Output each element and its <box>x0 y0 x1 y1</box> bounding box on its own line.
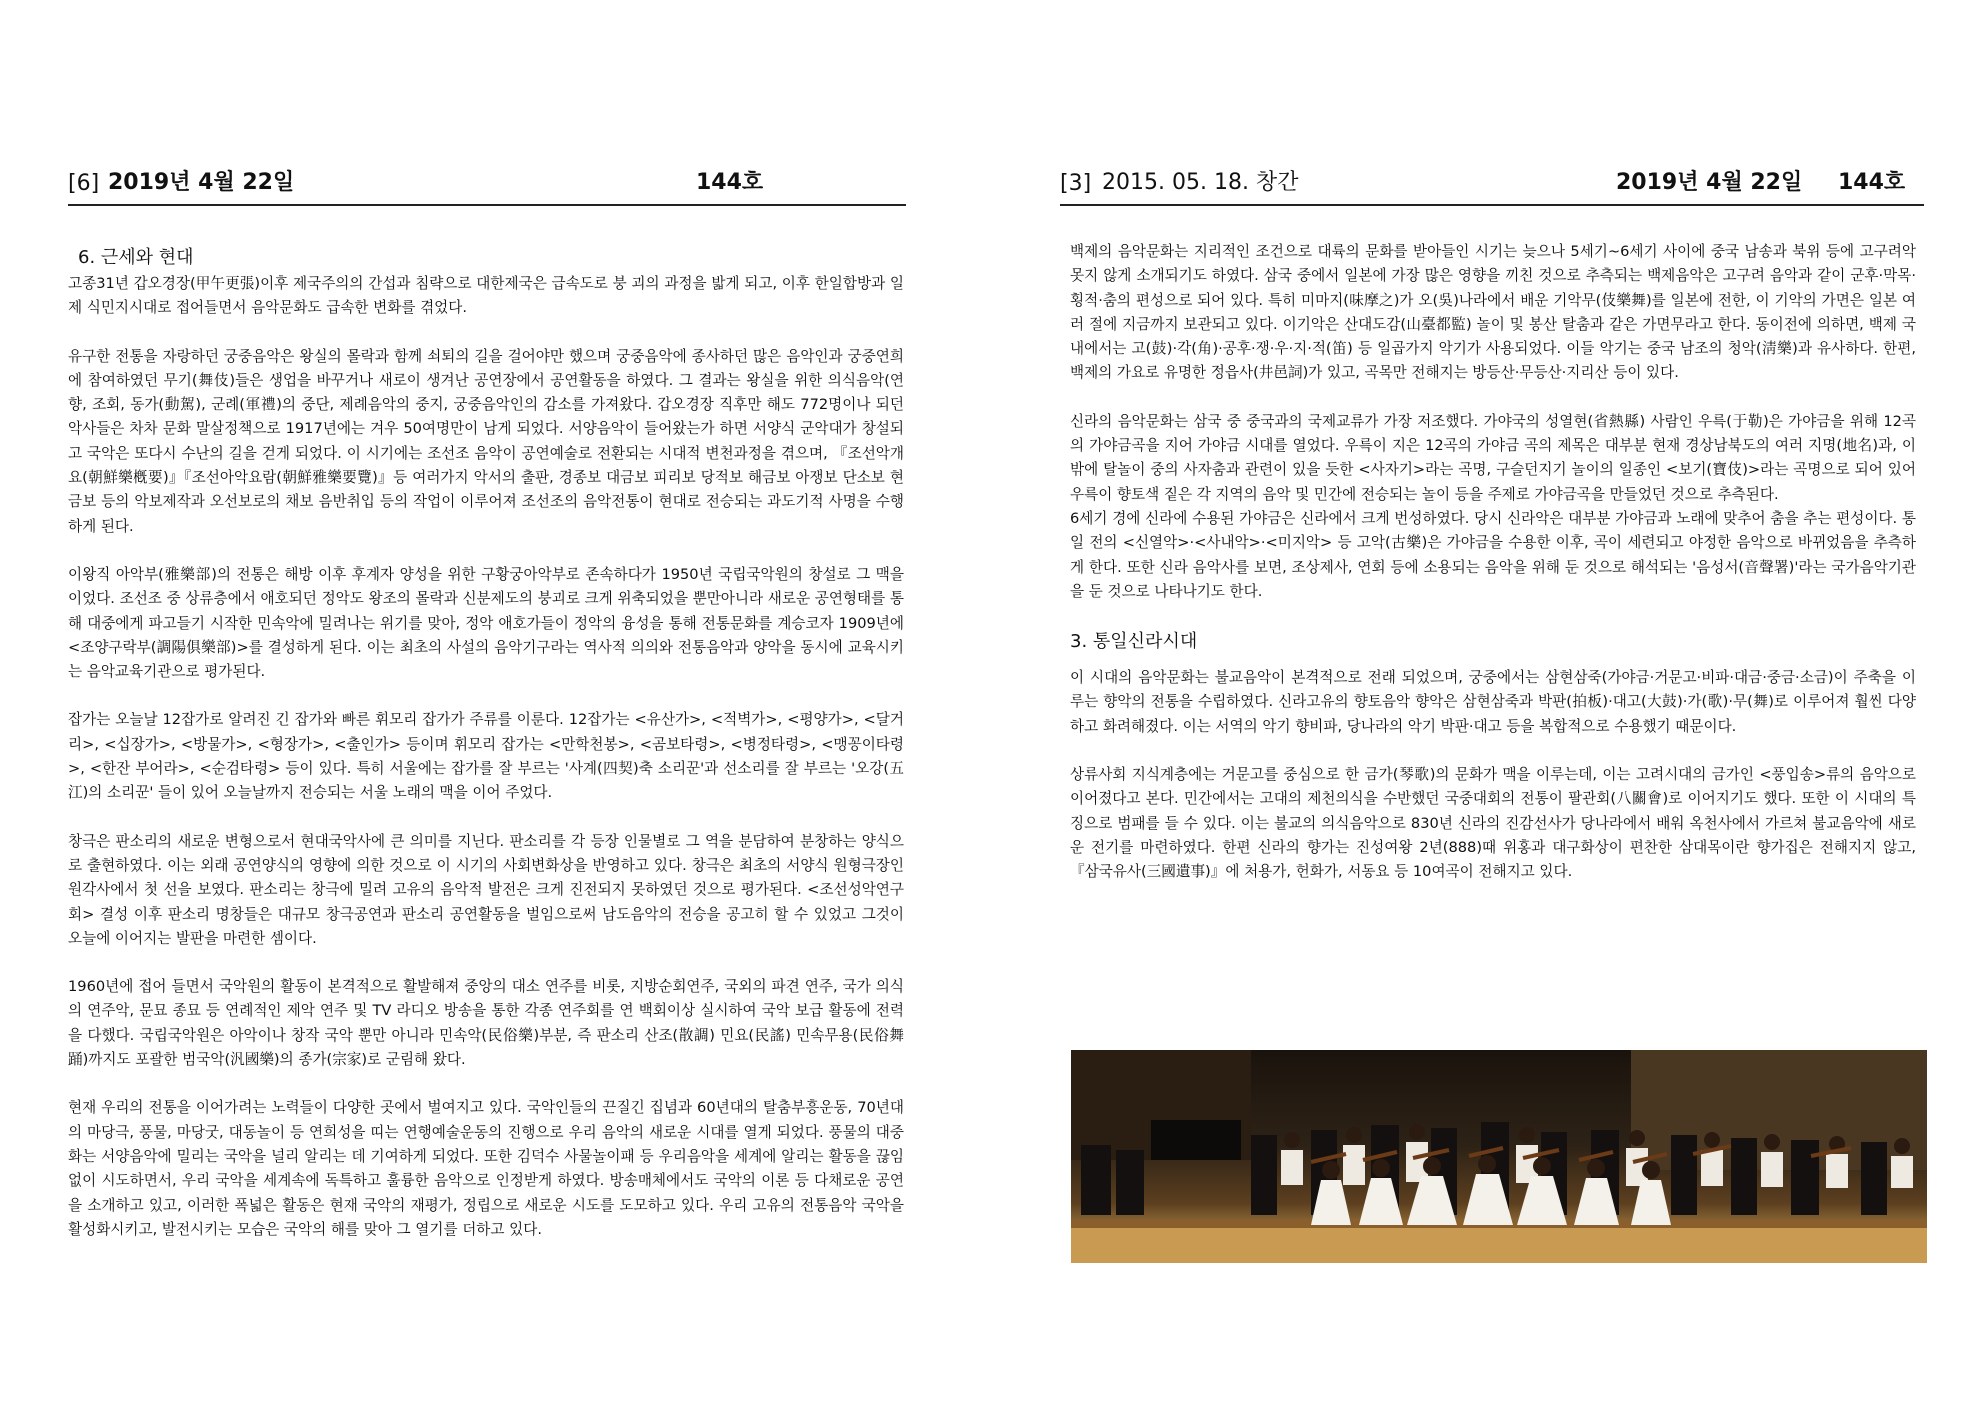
article-paragraph: 고종31년 갑오경장(甲午更張)이후 제국주의의 간섭과 침략으로 대한제국은 급속도로 붕 괴의 과정을 밟게 되고, 이후 한일합방과 일제 식민지시대로 접어들면서 음악문화도 급속한 변화를 겪었다. <box>68 275 904 317</box>
left-page-header <box>68 166 906 206</box>
issue-number: 144호 <box>1838 170 1906 195</box>
article-paragraph: 이 시대의 음악문화는 불교음악이 본격적으로 전래 되었으며, 궁중에서는 삼현삼죽(가야금·거문고·비파·대금·중금·소금)이 주축을 이루는 향악의 전통을 수립하였다. 신라고유의 향토음악 향악은 삼현삼죽과 박판(拍板)·대고(大鼓)·가(歌)·무(舞)로 이루어져 훨씬 다양하고 화려해졌다. 이는 서역의 악기 향비파, 당나라의 악기 박판·대고 등을 복합적으로 수용했기 때문이다. <box>1070 669 1916 735</box>
issue-number: 144호 <box>696 170 764 195</box>
section-title: 6. 근세와 현대 <box>78 247 194 268</box>
article-paragraph: 1960년에 접어 들면서 국악원의 활동이 본격적으로 활발해져 중앙의 대소 연주를 비롯, 지방순회연주, 국외의 파견 연주, 국가 의식의 연주악, 문묘 종묘 등 연례적인 제악 연주 및 TV 라디오 방송을 통한 각종 연주회를 연 백회이상 실시하여 국악 보급 활동에 전력을 다했다. 국립국악원은 아악이나 창작 국악 뿐만 아니라 민속악(民俗樂)부분, 즉 판소리 산조(散調) 민요(民謠) 민속무용(民俗舞踊)까지도 포괄한 범국악(汎國樂)의 종가(宗家)로 군림해 왔다. <box>68 978 904 1069</box>
article-paragraph: 상류사회 지식계층에는 거문고를 중심으로 한 금가(琴歌)의 문화가 맥을 이루는데, 이는 고려시대의 금가인 <풍입송>류의 음악으로 이어졌다고 본다. 민간에서는 고대의 제천의식을 수반했던 국중대회의 전통이 팔관회(八關會)로 이어지기도 했다. 또한 이 시대의 특징으로 범패를 들 수 있다. 이는 불교의 의식음악으로 830년 신라의 진감선사가 당나라에서 배워 옥천사에서 가르쳐 불교음악에 새로운 전기를 마련하였다. 한편 신라의 향가는 진성여왕 2년(888)때 위홍과 대구화상이 편찬한 삼대목이란 향가집은 전해지지 않고, 『삼국유사(三國遺事)』에 처용가, 헌화가, 서동요 등 10여곡이 전해지고 있다. <box>1070 766 1916 881</box>
article-paragraph: 이왕직 아악부(雅樂部)의 전통은 해방 이후 후계자 양성을 위한 구황궁아악부로 존속하다가 1950년 국립국악원의 창설로 그 맥을 이었다. 조선조 중 상류층에서 애호되던 정악도 왕조의 몰락과 신분제도의 붕괴로 크게 위축되었을 뿐만아니라 새로운 공연형태를 통해 대중에게 파고들기 시작한 민속악에 밀려나는 위기를 맞아, 정악 애호가들이 정악의 융성을 통해 전통문화를 계승코자 1909년에 <조양구락부(調陽俱樂部)>를 결성하게 된다. 이는 최초의 사설의 음악기구라는 역사적 의의와 전통음악과 양악을 동시에 교육시키는 음악교육기관으로 평가된다. <box>68 565 904 681</box>
article-paragraph: 백제의 음악문화는 지리적인 조건으로 대륙의 문화를 받아들인 시기는 늦으나 5세기~6세기 사이에 중국 남송과 북위 등에 고구려악 못지 않게 소개되기도 하였다. 삼국 중에서 일본에 가장 많은 영향을 끼친 것으로 추측되는 백제음악은 고구려 음악과 같이 군후·막목·횡적·춤의 편성으로 되어 있다. 특히 미마지(味摩之)가 오(吳)나라에서 배운 기악무(伎樂舞)를 일본에 전한, 이 기악의 가면은 일본 여러 절에 지금까지 보관되고 있다. 이기악은 산대도감(山臺都監) 놀이 및 봉산 탈춤과 같은 가면무라고 한다. 동이전에 의하면, 백제 국내에서는 고(鼓)·각(角)·공후·쟁·우·지·적(笛) 등 일곱가지 악기가 사용되었다. 이들 악기는 중국 남조의 청악(淸樂)과 유사하다. 한편, 백제의 가요로 유명한 정읍사(井邑詞)가 있고, 곡목만 전해지는 방등산·무등산·지리산 등이 있다. <box>1070 243 1916 382</box>
section-title: 3. 통일신라시대 <box>1070 631 1198 653</box>
page-tag: [6] <box>68 171 100 196</box>
article-paragraph: 신라의 음악문화는 삼국 중 중국과의 국제교류가 가장 저조했다. 가야국의 성열현(省熱縣) 사람인 우륵(于勒)은 가야금을 위해 12곡의 가야금곡을 지어 가야금 시대를 열었다. 우륵이 지은 12곡의 가야금 곡의 제목은 대부분 현재 경상남북도의 여러 지명(地名)과, 이밖에 탈놀이 중의 사자춤과 관련이 있을 듯한 <사자기>라는 곡명, 구슬던지기 놀이의 일종인 <보기(寶伎)>라는 곡명으로 되어 있어 우륵이 향토색 짙은 각 지역의 음악 및 민간에 전승되는 놀이 등을 주제로 가야금곡을 만들었던 것으로 추측된다. 6세기 경에 신라에 수용된 가야금은 신라에서 크게 번성하였다. 당시 신라악은 대부분 가야금과 노래에 맞추어 춤을 추는 편성이다. 통일 전의 <신열악>·<사내악>·<미지악> 등 고악(古樂)은 가야금을 수용한 이후, 곡이 세련되고 야정한 음악으로 바뀌었음을 추측하게 한다. 또한 신라 음악사를 보면, 조상제사, 연회 등에 소용되는 음악을 위해 둔 것으로 해석되는 '음성서(音聲署)'라는 국가음악기관을 둔 것으로 나타나기도 한다. <box>1070 412 1916 600</box>
founded-date: 2015. 05. 18. 창간 <box>1102 170 1299 195</box>
right-article <box>1070 240 1916 909</box>
right-page-header <box>1060 166 1924 206</box>
article-paragraph: 잡가는 오늘날 12잡가로 알려진 긴 잡가와 빠른 휘모리 잡가가 주류를 이룬다. 12잡가는 <유산가>, <적벽가>, <평양가>, <달거리>, <십장가>, <방물가>, <형장가>, <출인가> 등이며 휘모리 잡가는 <만학천봉>, <곰보타령>, <병정타령>, <맹꽁이타령>, <한잔 부어라>, <순검타령> 등이 있다. 특히 서울에는 잡가를 잘 부르는 '사계(四契)축 소리꾼'과 선소리를 잘 부르는 '오강(五江)의 소리꾼' 들이 있어 오늘날까지 전승되는 서울 노래의 맥을 이어 주었다. <box>68 711 904 802</box>
issue-date: 2019년 4월 22일 <box>108 170 295 195</box>
article-paragraph: 유구한 전통을 자랑하던 궁중음악은 왕실의 몰락과 함께 쇠퇴의 길을 걸어야만 했으며 궁중음악에 종사하던 많은 음악인과 궁중연희에 참여하였던 무기(舞伎)들은 생업을 바꾸거나 새로이 생겨난 공연장에서 공연활동을 하였다. 그 결과는 왕실을 위한 의식음악(연향, 조회, 동가(動駕), 군례(軍禮)의 중단, 제례음악의 중지, 궁중음악인의 감소를 가져왔다. 갑오경장 직후만 해도 772명이나 되던 악사들은 차차 문화 말살정책으로 1917년에는 겨우 50여명만이 남게 되었다. 서양음악이 들어왔는가 하면 서양식 군악대가 창설되고 국악은 또다시 수난의 길을 걷게 되었다. 이 시기에는 조선조 음악이 공연예술로 전환되는 시대적 변천과정을 겪으며, 『조선악개요(朝鮮樂槪要)』『조선아악요람(朝鮮雅樂要覽)』등 여러가지 악서의 출판, 경종보 대금보 피리보 당적보 해금보 아쟁보 단소보 현금보 등의 악보제작과 오선보로의 채보 음반취입 등의 작업이 이루어져 조선조의 음악전통이 현대로 전승되는 과도기적 사명을 수행하게 된다. <box>68 347 904 535</box>
page-tag: [3] <box>1060 171 1092 196</box>
issue-date: 2019년 4월 22일 <box>1616 170 1803 195</box>
left-article <box>68 244 904 1266</box>
article-paragraph: 현재 우리의 전통을 이어가려는 노력들이 다양한 곳에서 벌여지고 있다. 국악인들의 끈질긴 집념과 60년대의 탈춤부흥운동, 70년대의 마당극, 풍물, 마당굿, 대동놀이 등 연희성을 띠는 연행예술운동의 진행으로 우리 음악의 새로운 시대를 열게 되었다. 풍물의 대중화는 서양음악에 밀리는 국악을 널리 알리는 데 기여하게 되었다. 또한 김덕수 사물놀이패 등 우리음악을 세계에 알리는 활동을 끊임없이 시도하면서, 우리 국악을 세계속에 독특하고 훌륭한 음악으로 인정받게 하였다. 방송매체에서도 국악의 이론 등 다채로운 공연을 소개하고 있고, 이러한 폭넓은 활동은 현재 국악의 재평가, 정립으로 새로운 시도를 도모하고 있다. 우리 고유의 전통음악 국악을 활성화시키고, 발전시키는 모습은 국악의 해를 맞아 그 열기를 더하고 있다. <box>68 1099 904 1238</box>
orchestra-illustration <box>1071 1050 1927 1263</box>
article-paragraph: 창극은 판소리의 새로운 변형으로서 현대국악사에 큰 의미를 지닌다. 판소리를 각 등장 인물별로 그 역을 분담하여 분창하는 양식으로 출현하였다. 이는 외래 공연양식의 영향에 의한 것으로 이 시기의 사회변화상을 반영하고 있다. 창극은 최초의 서양식 원형극장인 원각사에서 첫 선을 보였다. 판소리는 창극에 밀려 고유의 음악적 발전은 크게 진전되지 못하였던 것으로 평가된다. <조선성악연구회> 결성 이후 판소리 명창들은 대규모 창극공연과 판소리 공연활동을 벌임으로써 남도음악의 전승을 공고히 할 수 있었고 그것이 오늘에 이어지는 발판을 마련한 셈이다. <box>68 832 904 947</box>
concert-photo <box>1071 1050 1927 1263</box>
